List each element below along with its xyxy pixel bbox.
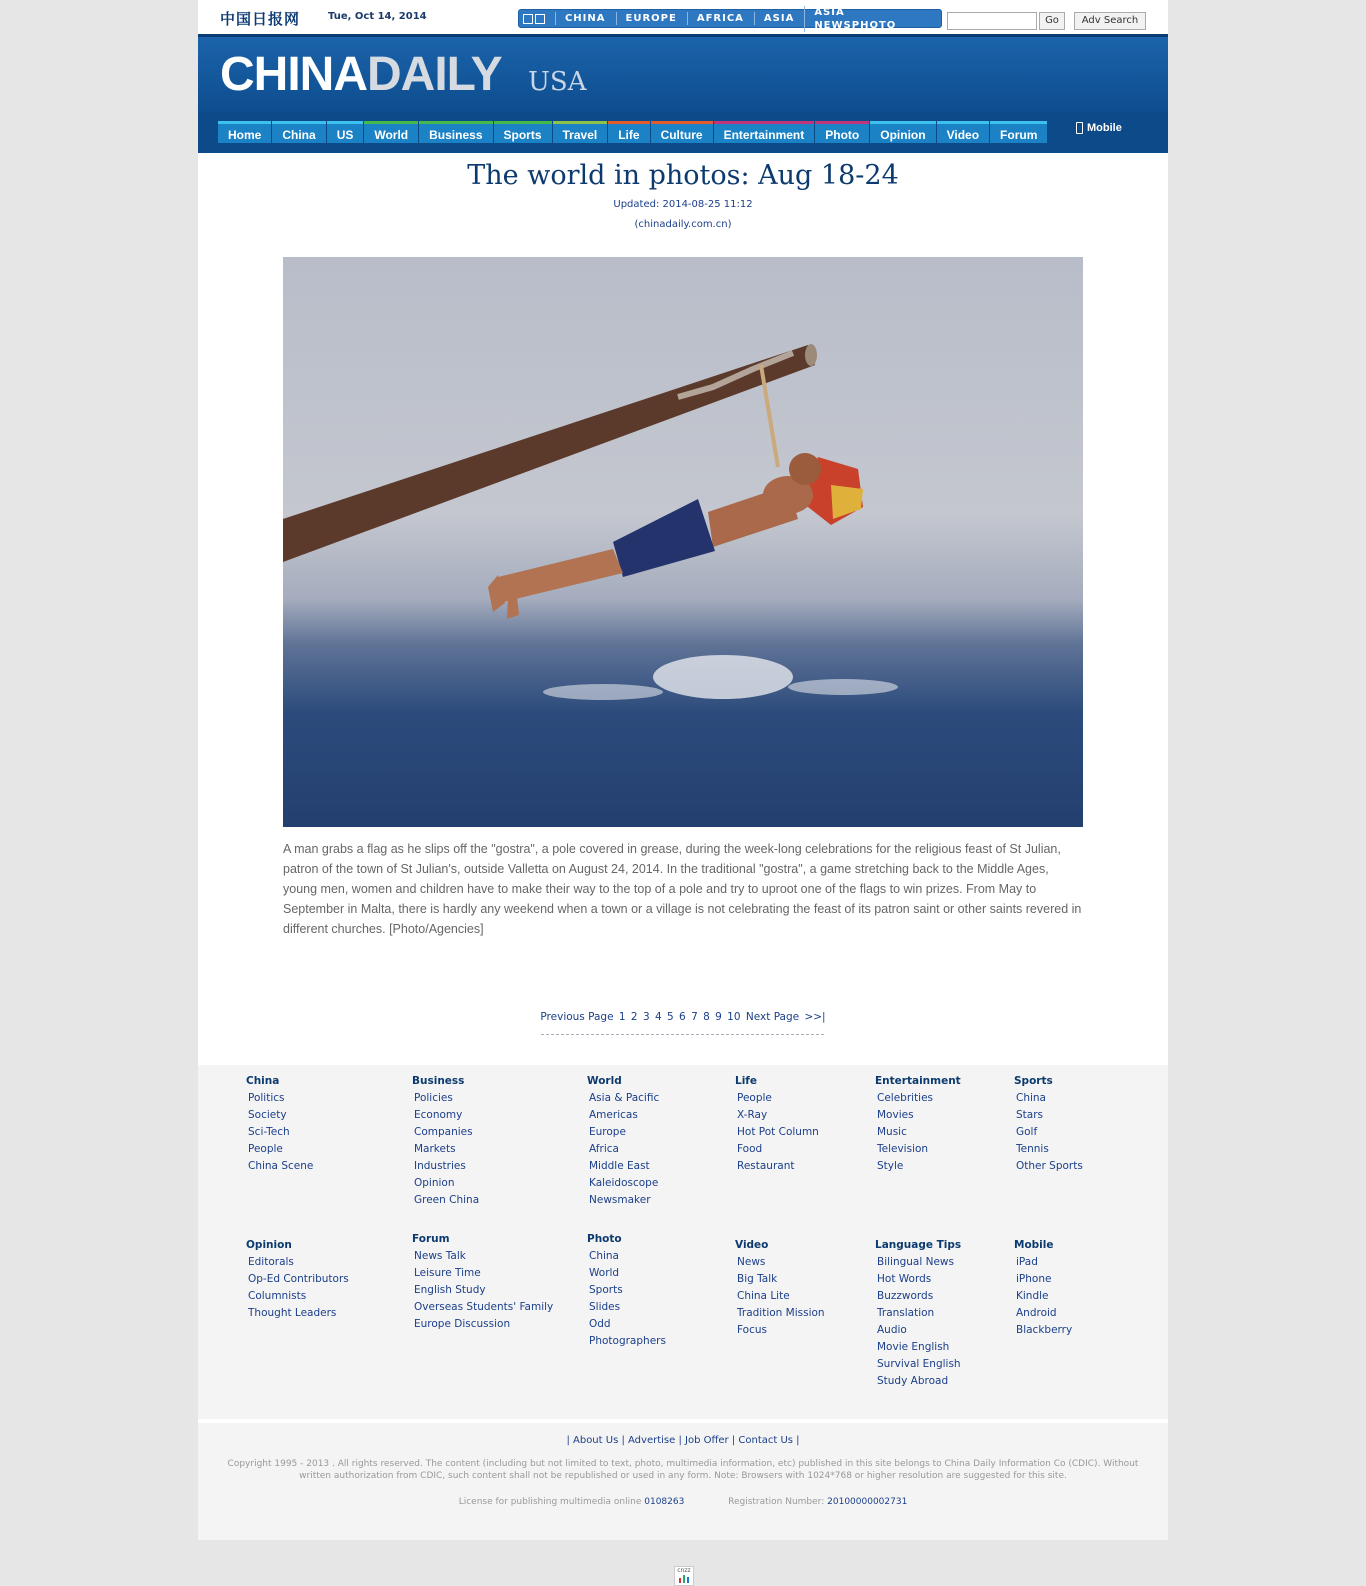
nav-items [218,121,1048,143]
nav-sports[interactable]: Sports [494,121,552,143]
photo-caption: A man grabs a flag as he slips off the "gostra", a pole covered in grease, during the week-long celebrations for the religious feast of St Julian, patron of the town of St Julian's, outside Valletta on August 24, 2014. In the traditional "gostra", a game stretching back to the Middle Ages, young men, women and children have to make their way to the top of a pole and try to uproot one of the flags to win prizes. From May to September in Malta, there is hardly any weekend when a town or a village is not celebrating the feast of its patron saint or other saints revered in different churches. [Photo/Agencies] [283,842,1082,936]
divider [541,1034,824,1035]
footer-bottom [198,1423,1168,1540]
footer-link[interactable]: Companies [414,1126,473,1138]
footer-heading-forum[interactable]: Forum [412,1233,450,1245]
footer-link[interactable]: Green China [414,1194,480,1206]
edition-bar [518,6,942,31]
footer-link[interactable]: Policies [414,1092,453,1104]
footer-link[interactable]: Thought Leaders [248,1307,337,1319]
footer-link[interactable]: Africa [589,1143,619,1155]
about-links: | About Us | Advertise | Job Offer | Contact Us | [566,1435,800,1446]
footer-link[interactable]: Focus [737,1324,767,1336]
edition-asia-newsphoto[interactable]: ASIA NEWSPHOTO [804,6,941,32]
current-date: Tue, Oct 14, 2014 [328,11,427,22]
about-us-link[interactable]: About Us [573,1435,619,1446]
footer-link[interactable]: Editorals [248,1256,294,1268]
site-banner [198,34,1168,112]
footer-sitemap [198,1065,1168,1419]
footer-heading-language[interactable]: Language Tips [875,1239,962,1251]
registration-number[interactable]: 20100000002731 [827,1497,908,1507]
footer-link[interactable]: Blackberry [1016,1324,1073,1336]
page-link[interactable]: 7 [691,1011,698,1023]
nav-travel[interactable]: Travel [553,121,608,143]
next-page-link[interactable]: Next Page [745,1011,800,1023]
footer-link[interactable]: Celebrities [877,1092,934,1104]
footer-heading-sports[interactable]: Sports [1014,1075,1053,1087]
license-label: License for publishing multimedia online [458,1497,642,1507]
brand-daily: DAILY [367,48,502,101]
footer-link[interactable]: Survival English [877,1358,961,1370]
article-source: (chinadaily.com.cn) [634,219,732,230]
nav-home[interactable]: Home [218,121,271,143]
footer-link[interactable]: Big Talk [737,1273,778,1285]
nav-culture[interactable]: Culture [651,121,713,143]
nav-forum[interactable]: Forum [990,121,1047,143]
registration-label: Registration Number: [728,1497,825,1507]
footer-col-life [737,1073,819,1175]
nav-world[interactable]: World [364,121,418,143]
chinadaily-logo[interactable] [220,48,502,101]
search-input[interactable] [947,12,1037,30]
footer-link[interactable]: News [737,1256,766,1268]
footer-link[interactable]: Opinion [414,1177,455,1189]
nav-video[interactable]: Video [937,121,989,143]
nav-opinion[interactable]: Opinion [870,121,935,143]
footer-col-video [737,1237,825,1339]
footer-link[interactable]: Economy [414,1109,463,1121]
page-link[interactable]: 8 [703,1011,710,1023]
advertise-link[interactable]: Advertise [628,1435,676,1446]
footer-link[interactable]: Sci-Tech [248,1126,290,1138]
footer-heading-world[interactable]: World [587,1075,622,1087]
footer-link[interactable]: Other Sports [1016,1160,1083,1172]
footer-col-entertainment [877,1073,961,1175]
go-button[interactable]: Go [1039,12,1065,30]
footer-col-mobile [1016,1237,1072,1339]
footer-link[interactable]: English Study [414,1284,486,1296]
edition-africa[interactable]: AFRICA [687,12,754,25]
footer-link[interactable]: Restaurant [737,1160,795,1172]
square-icon [523,14,533,24]
footer-heading-china[interactable]: China [246,1075,280,1087]
footer-col-sports [1016,1073,1083,1175]
footer-link[interactable]: Markets [414,1143,456,1155]
footer-col-opinion [248,1237,349,1322]
footer-heading-life[interactable]: Life [735,1075,757,1087]
footer-link[interactable]: Food [737,1143,763,1155]
footer-link[interactable]: Asia & Pacific [589,1092,660,1104]
footer-link[interactable]: China [589,1250,619,1262]
footer-heading-entertainment[interactable]: Entertainment [875,1075,961,1087]
edition-asia[interactable]: ASIA [754,12,804,25]
copyright-text: Copyright 1995 - 2013 . All rights reserved. The content (including but not limited to text, photo, multimedia information, etc) published in this site belongs to China Daily Information Co (CDIC). Without written authorization from CDIC, such content shall not be republished or used in any form. Note: Browsers with 1024*768 or higher resolution are suggested for this site. [227,1459,1139,1481]
footer-link[interactable]: Television [877,1143,929,1155]
footer-link[interactable]: Tradition Mission [737,1307,825,1319]
footer-link[interactable]: Kindle [1016,1290,1049,1302]
page-link[interactable]: 10 [727,1011,741,1023]
license-info [198,1497,1168,1507]
footer-link[interactable]: Photographers [589,1335,666,1347]
footer-col-language-tips [877,1237,961,1390]
cnzz-counter-icon[interactable] [674,1566,694,1586]
footer-link[interactable]: Europe [589,1126,626,1138]
footer-link[interactable]: Kaleidoscope [589,1177,659,1189]
footer-link[interactable]: Style [877,1160,904,1172]
edition-europe[interactable]: EUROPE [616,12,687,25]
footer-link[interactable]: X-Ray [737,1109,768,1121]
job-offer-link[interactable]: Job Offer [685,1435,729,1446]
previous-page-link[interactable]: Previous Page [540,1011,614,1023]
cnzz-label: cnzz [677,1567,691,1574]
page-link[interactable]: 6 [679,1011,686,1023]
footer-link[interactable]: Sports [589,1284,623,1296]
footer-link[interactable]: Slides [589,1301,621,1313]
license-number[interactable]: 0108263 [644,1497,685,1507]
footer-link[interactable]: Politics [248,1092,285,1104]
footer-heading-opinion[interactable]: Opinion [246,1239,292,1251]
footer-link[interactable]: Bilingual News [877,1256,954,1268]
footer-link[interactable]: Hot Words [877,1273,932,1285]
footer-link[interactable]: Study Abroad [877,1375,949,1387]
footer-link[interactable]: News Talk [414,1250,466,1262]
footer-col-business [414,1073,479,1209]
mobile-label: Mobile [1087,122,1122,134]
page-link[interactable]: 9 [715,1011,722,1023]
footer-heading-video[interactable]: Video [735,1239,769,1251]
footer-link[interactable]: Tennis [1016,1143,1049,1155]
footer-link[interactable]: Stars [1016,1109,1044,1121]
footer-link[interactable]: World [589,1267,620,1279]
footer-link[interactable]: Audio [877,1324,907,1336]
footer-link[interactable]: Overseas Students' Family [414,1301,554,1313]
square-icon [535,14,545,24]
page-link[interactable]: 4 [654,1011,662,1023]
footer-link[interactable]: Americas [589,1109,638,1121]
footer-link[interactable]: Op-Ed Contributors [248,1273,349,1285]
footer-heading-photo[interactable]: Photo [587,1233,622,1245]
footer-heading-business[interactable]: Business [412,1075,465,1087]
footer-link[interactable]: Odd [589,1318,611,1330]
footer-link[interactable]: Movie English [877,1341,950,1353]
article-photo [283,257,1083,827]
footer-col-forum [414,1231,553,1333]
contact-us-link[interactable]: Contact Us [738,1435,793,1446]
footer-col-photo [589,1231,666,1350]
nav-china[interactable]: China [272,121,325,143]
edition-china[interactable]: CHINA [555,12,616,25]
footer-link[interactable]: Newsmaker [589,1194,651,1206]
footer-link[interactable]: Columnists [248,1290,307,1302]
footer-link[interactable]: iPhone [1016,1273,1052,1285]
footer-link[interactable]: Movies [877,1109,914,1121]
page [198,0,1168,1540]
footer-link[interactable]: iPad [1016,1256,1038,1268]
nav-business[interactable]: Business [419,121,492,143]
page-link[interactable]: 2 [630,1011,638,1023]
footer-link[interactable]: Hot Pot Column [737,1126,819,1138]
footer-col-china [248,1073,313,1175]
footer-link[interactable]: People [737,1092,772,1104]
page-link[interactable]: 5 [667,1011,674,1023]
top-strip [198,0,1168,34]
mobile-link[interactable] [1076,122,1122,134]
article-title: The world in photos: Aug 18-24 [467,160,899,191]
footer-link[interactable]: Golf [1016,1126,1038,1138]
footer-link[interactable]: Leisure Time [414,1267,481,1279]
footer-link[interactable]: Middle East [589,1160,650,1172]
brand-china: CHINA [220,48,367,101]
nav-entertainment[interactable]: Entertainment [714,121,815,143]
photo-illustration [283,257,1083,827]
footer-link[interactable]: Music [877,1126,907,1138]
footer-heading-mobile[interactable]: Mobile [1014,1239,1054,1251]
region-label: USA [528,67,587,97]
footer-link[interactable]: Buzzwords [877,1290,934,1302]
updated-time: Updated: 2014-08-25 11:12 [613,199,753,210]
last-page-link[interactable]: >>| [804,1011,826,1023]
footer-link[interactable]: Europe Discussion [414,1318,511,1330]
page-link[interactable]: 3 [642,1011,650,1023]
footer-link[interactable]: Translation [877,1307,935,1319]
nav-photo[interactable]: Photo [815,121,869,143]
main-nav [198,112,1168,153]
footer-link[interactable]: China Scene [248,1160,314,1172]
page-link[interactable]: 1 [618,1011,626,1023]
pagination [198,1011,1168,1023]
nav-us[interactable]: US [327,121,364,143]
chinadaily-cn-logo[interactable]: 中国日报网 [220,10,301,28]
footer-link[interactable]: People [248,1143,283,1155]
footer-link[interactable]: Society [248,1109,287,1121]
nav-life[interactable]: Life [608,121,649,143]
footer-link[interactable]: Android [1016,1307,1057,1319]
footer-col-world [589,1073,659,1209]
adv-search-button[interactable]: Adv Search [1074,12,1146,30]
footer-link[interactable]: China Lite [737,1290,790,1302]
footer-link[interactable]: China [1016,1092,1046,1104]
footer-link[interactable]: Industries [414,1160,466,1172]
mobile-phone-icon [1076,122,1083,134]
